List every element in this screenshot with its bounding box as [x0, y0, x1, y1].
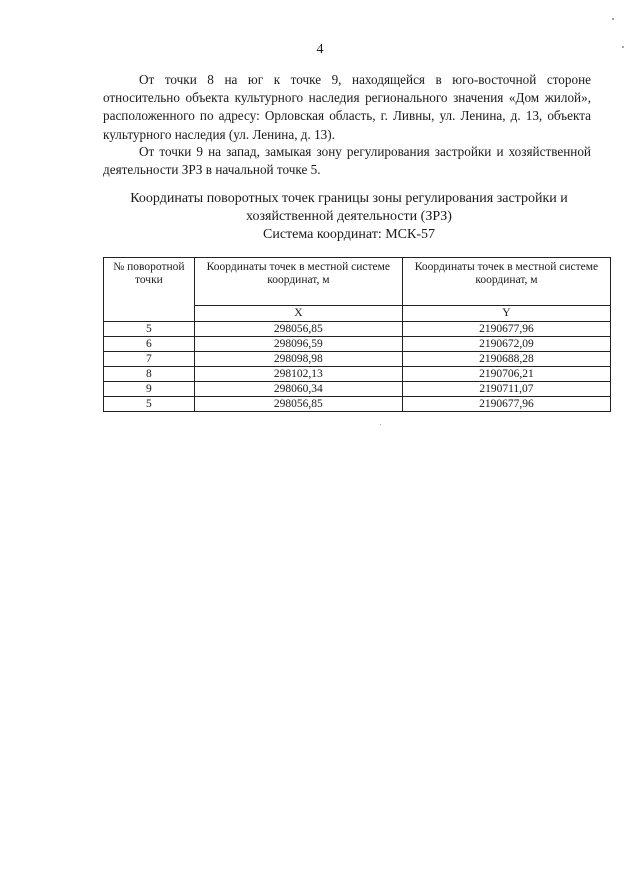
cell-x: 298096,59: [194, 337, 402, 352]
coordinate-system-label: Система координат: МСК-57: [262, 227, 435, 242]
table-row: [104, 367, 611, 382]
scan-speck: [612, 18, 614, 20]
table-row: [104, 397, 611, 412]
header-point-number: № поворотной точки: [104, 258, 195, 322]
paragraph-1: От точки 8 на юг к точке 9, находящейся в юго-восточной стороне относительно объекта культурного наследия регионального значения «Дом жилой», расположенного по адресу: Орловская область, г. Ливны, ул. Ленина, д. 13, объекта культурного наследия (ул. Ленина, д. 13).: [103, 72, 591, 142]
table-row: [104, 322, 611, 337]
page-number: 4: [316, 42, 324, 57]
cell-point: 7: [104, 352, 195, 367]
cell-x: 298098,98: [194, 352, 402, 367]
coordinates-table: [103, 257, 611, 412]
cell-point: 8: [104, 367, 195, 382]
cell-y: 2190677,96: [402, 322, 610, 337]
cell-point: 6: [104, 337, 195, 352]
table-row: [104, 352, 611, 367]
cell-x: 298056,85: [194, 322, 402, 337]
scan-speck: [622, 46, 624, 48]
cell-x: 298056,85: [194, 397, 402, 412]
cell-point: 5: [104, 322, 195, 337]
table-header-row: [104, 258, 611, 306]
header-x-axis: X: [194, 306, 402, 322]
table-title-line-2: хозяйственной деятельности (ЗРЗ): [246, 209, 452, 224]
table-row: [104, 382, 611, 397]
scan-speck: [380, 424, 381, 425]
table-row: [104, 337, 611, 352]
table-title-line-1: Координаты поворотных точек границы зоны регулирования застройки и: [130, 191, 568, 206]
cell-y: 2190706,21: [402, 367, 610, 382]
cell-y: 2190677,96: [402, 397, 610, 412]
paragraph-2: От точки 9 на запад, замыкая зону регулирования застройки и хозяйственной деятельности ЗРЗ в начальной точке 5.: [103, 144, 591, 178]
cell-point: 5: [104, 397, 195, 412]
header-x-coordinates: Координаты точек в местной системе координат, м: [194, 258, 402, 306]
cell-point: 9: [104, 382, 195, 397]
cell-x: 298102,13: [194, 367, 402, 382]
header-y-axis: Y: [402, 306, 610, 322]
cell-x: 298060,34: [194, 382, 402, 397]
table-title: [100, 190, 598, 244]
cell-y: 2190711,07: [402, 382, 610, 397]
header-y-coordinates: Координаты точек в местной системе координат, м: [402, 258, 610, 306]
cell-y: 2190672,09: [402, 337, 610, 352]
cell-y: 2190688,28: [402, 352, 610, 367]
